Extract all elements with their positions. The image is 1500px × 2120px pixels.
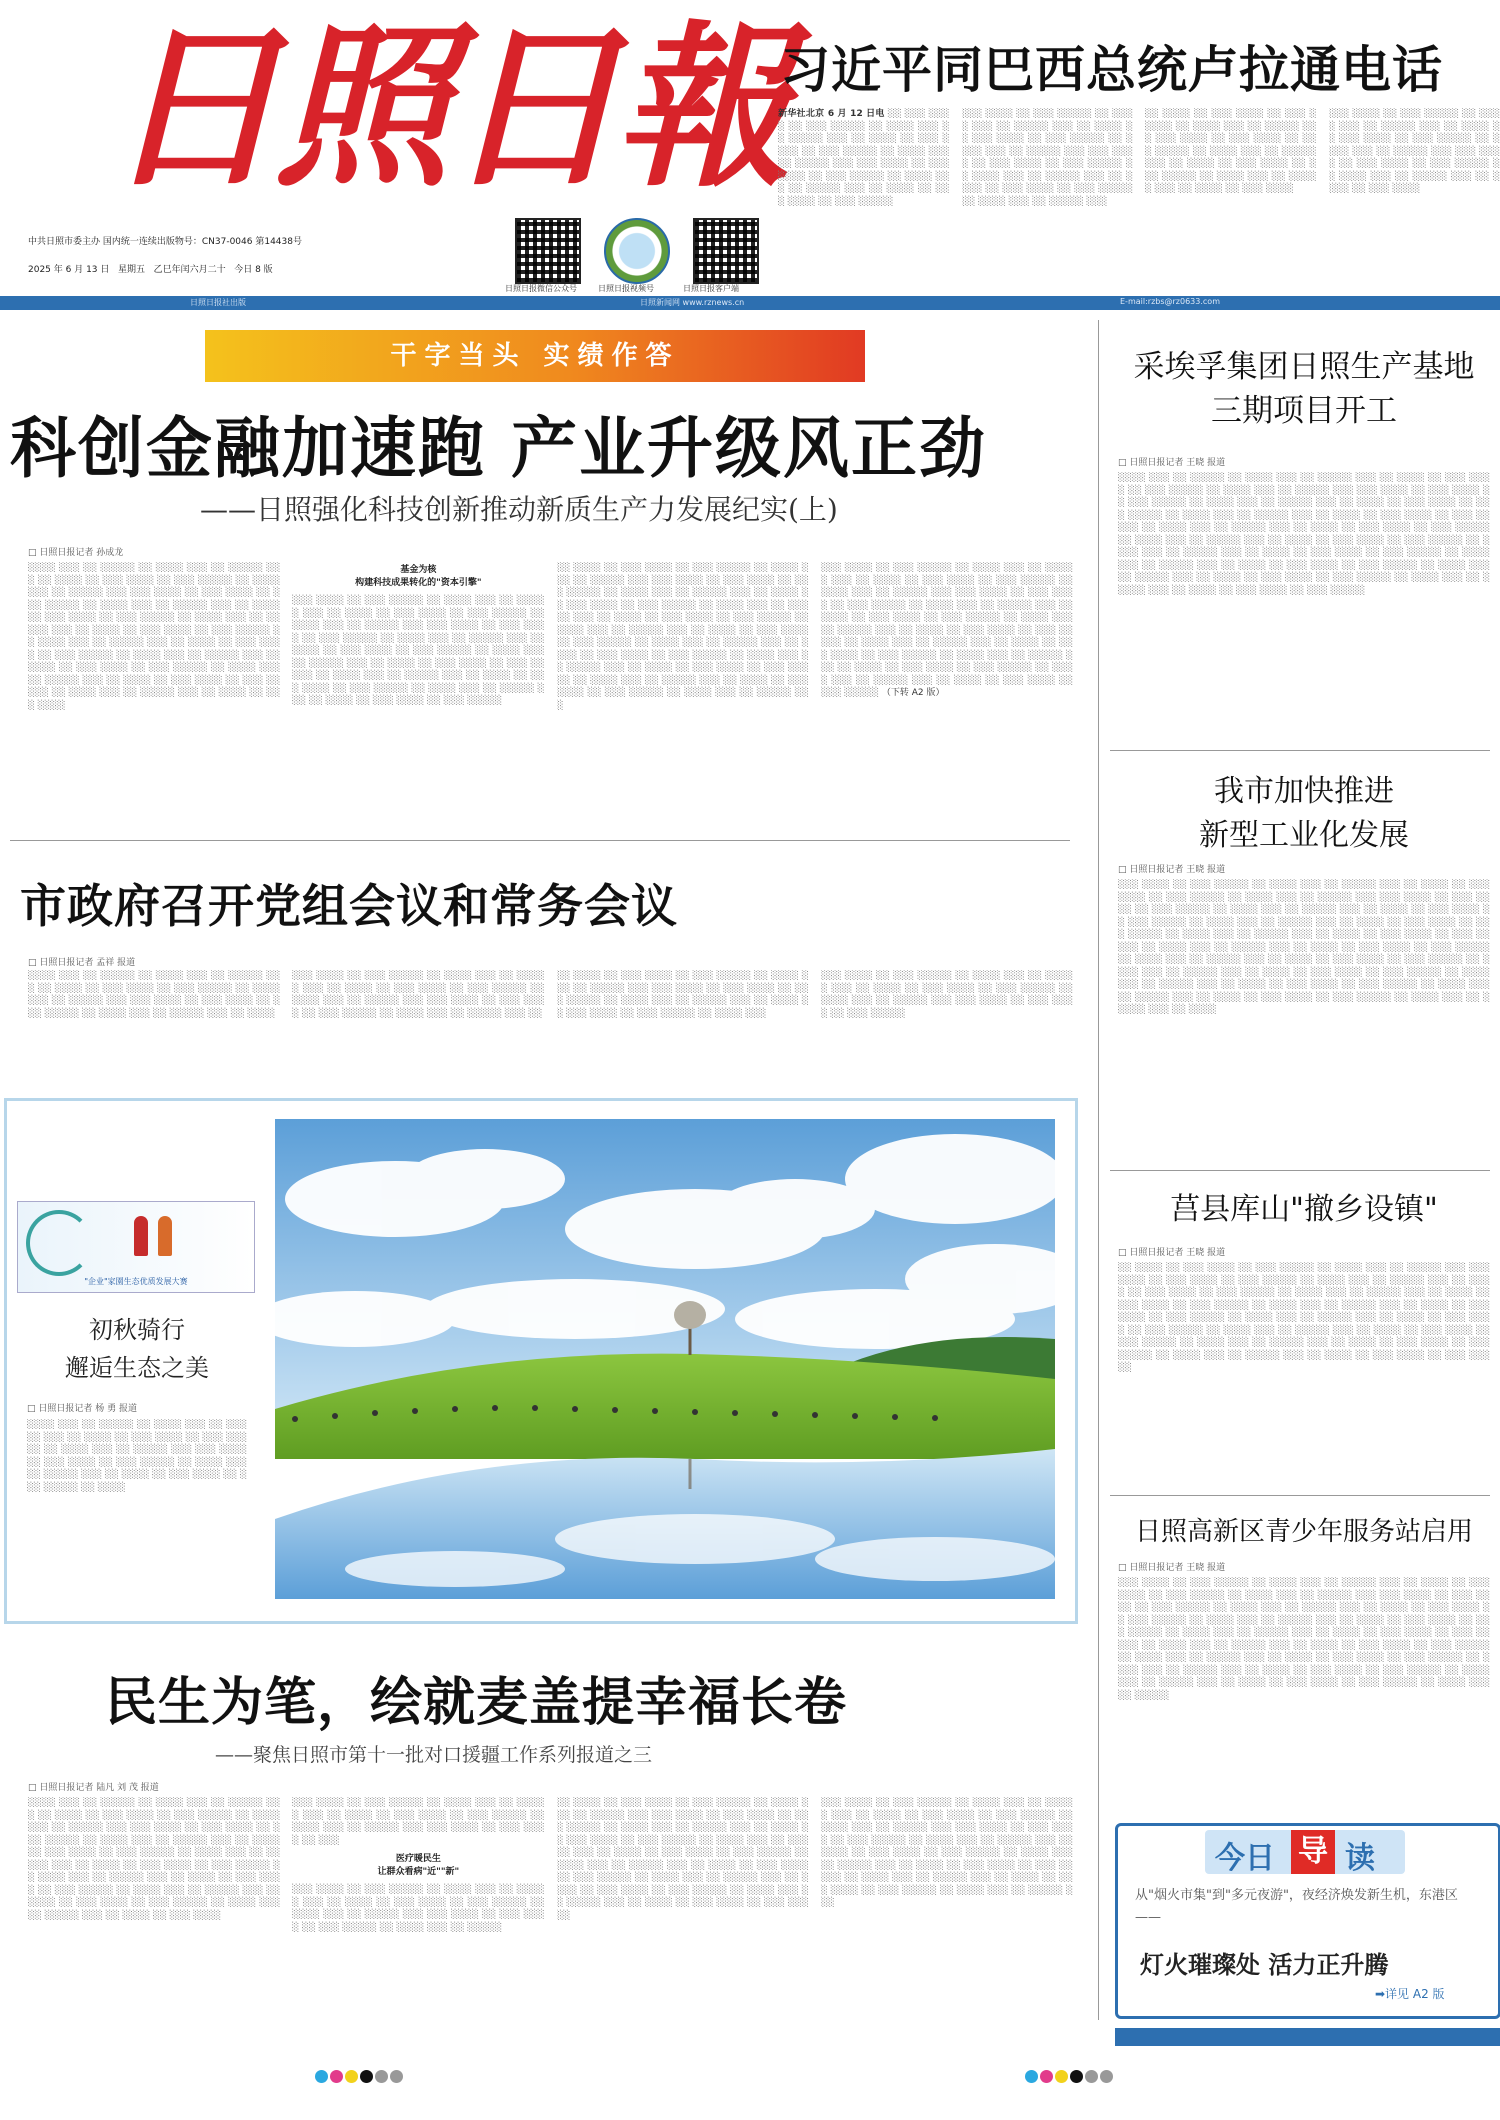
meeting-headline[interactable]: 市政府召开党组会议和常务会议 — [20, 879, 678, 933]
column-divider — [1098, 320, 1099, 2020]
black-dot-icon — [1070, 2070, 1083, 2083]
top-story-headline[interactable]: 习近平同巴西总统卢拉通电话 — [780, 40, 1443, 99]
lead-headline[interactable]: 科创金融加速跑 产业升级风正劲 — [10, 410, 987, 487]
top-story-dateline: 新华社北京 6 月 12 日电 — [778, 109, 885, 119]
photo-caption-body: ░░░░ ░░░ ░░ ░░░░░ ░░ ░░░░ ░░░ ░░ ░░░░░ ░░░ ░░ ░░░░ ░░ ░░░ ░░░░ ░░ ░░░ ░░░░░ ░░ ░░░░ ░░░ ░░ ░░░░░ ░░░ ░░░ ░░░░ ░░ ░░░ ░░░░ ░░ ░░░ ░░░░░ ░░ ░░░░ ░░░ ░░ ░░░░░ ░░░ ░░ ░░░░ ░░ ░░░ ░░░░ ░░ ░░░ ░░░░░ ░░ ░░░░ — [27, 1420, 247, 1493]
issue-lunar: 乙巳年闰六月二十 — [153, 265, 226, 275]
gray-dot-icon — [1100, 2070, 1113, 2083]
cyan-dot-icon — [1025, 2070, 1038, 2083]
livelihood-subheadline: ——聚焦日照市第十一批对口援疆工作系列报道之三 — [215, 1744, 653, 1766]
story1-line-2: 三期项目开工 — [1211, 393, 1397, 429]
gray-dot-icon — [390, 2070, 403, 2083]
badge-logo-icon — [26, 1210, 92, 1276]
badge-figure-icon — [134, 1216, 148, 1256]
section-banner: 干字当头 实绩作答 — [205, 330, 865, 382]
issue-date: 2025 年 6 月 13 日 — [28, 265, 110, 275]
lead-body: ░░░░ ░░░ ░░ ░░░░░ ░░ ░░░░ ░░░ ░░ ░░░░░ ░░░ ░░ ░░░░ ░░ ░░░ ░░░░ ░░ ░░░ ░░░░░ ░░ ░░░░ ░░░ ░░ ░░░░░ ░░░ ░░░ ░░░░ ░░ ░░░ ░░░░ ░░ ░░░ ░░░░░ ░░ ░░░░ ░░░ ░░ ░░░░░ ░░░ ░░ ░░░░ ░░ ░░░ ░░░░ ░░ ░░░ ░░░░░ ░░ ░░░░ ░░░ ░░ ░░░░░ ░░░ ░░ ░░░░ ░░ ░░░ ░░░░ ░░ ░░░ ░░░░░ ░░ ░░░░ ░░░ ░░ ░░░░░ ░░░ ░░ ░░░░ ░░ ░░░ ░░░░ ░░ ░░░ ░░░░░ ░░ ░░░░ ░░░ ░░ ░░░░░ ░░░ ░░ ░░░░ ░░ ░░░ ░░░░ ░░ ░░░ ░░░░░ ░░ ░░░░ ░░░ ░░ ░░░░░ ░░░ ░░ ░░░░ ░░ ░░░ ░░░░ ░░ ░░░ ░░░░░ ░░ ░░░░ ░░░ ░░ ░░░░░ ░░░ ░░ ░░░░ ░░ ░░░ ░░░░ 基金为核 构建科技成果转化的"资本引擎" ░░░ ░░░░ ░░ ░░░ ░░░░░ ░░ ░░░░ ░░░ ░░ ░░░░░ ░░░ ░░ ░░░░ ░░ ░░░ ░░░░ ░░ ░░░ ░░░░░ ░░ ░░░░ ░░░ ░░ ░░░░░ ░░░ ░░░ ░░░░ ░░ ░░░ ░░░░ ░░ ░░░ ░░░░░ ░░ ░░░░ ░░░ ░░ ░░░░░ ░░░ ░░ ░░░░ ░░ ░░░ ░░░░ ░░ ░░░ ░░░░░ ░░ ░░░░ ░░░ ░░ ░░░░░ ░░░ ░░ ░░░░ ░░ ░░░ ░░░░ ░░ ░░░ ░░░░░ ░░ ░░░░ ░░░ ░░ ░░░░░ ░░░ ░░ ░░░░ ░░ ░░░ ░░░░ ░░ ░░░ ░░░░░ ░░ ░░░░ ░░░ ░░ ░░░░░ ░░░ ░░ ░░░░ ░░ ░░░ ░░░░ ░░ ░░░ ░░░░░ ░░ ░░░░ ░░ ░░░ ░░░░ ░░ ░░░ ░░░░░ ░░ ░░░░ ░░░ ░░ ░░░░░ ░░░ ░░░ ░░░░ ░░ ░░░ ░░░░ ░░ ░░░ ░░░░░ ░░ ░░░░ ░░░ ░░ ░░░░░ ░░░ ░░ ░░░░ ░░ ░░░ ░░░░ ░░ ░░░ ░░░░░ ░░ ░░░░ ░░░ ░░ ░░░░░ ░░░ ░░ ░░░░ ░░ ░░░ ░░░░ ░░ ░░░ ░░░░░ ░░ ░░░░ ░░░ ░░ ░░░░░ ░░░ ░░ ░░░░ ░░ ░░░ ░░░░ ░░ ░░░ ░░░░░ ░░ ░░░░ ░░░ ░░ ░░░░░ ░░░ ░░ ░░░░ ░░ ░░░ ░░░░ ░░ ░░░ ░░░░░ ░░ ░░░░ ░░░ ░░ ░░░░░ ░░░ ░░ ░░░░ ░░ ░░░ ░░░░ ░░ ░░░ ░░░░░ ░░ ░░░░ ░░░ ░░ ░░░░░ ░░░ ░░ ░░░░ ░░ ░░░ ░░░░ ░░ ░░░ ░░░░░ ░░ ░░░░ ░░░ ░░ ░░░░░ ░░░ ░░░ ░░░░ ░░ ░░░ ░░░░░ ░░ ░░░░ ░░░ ░░ ░░░░░ ░░░ ░░ ░░░░ ░░ ░░░ ░░░░ ░░ ░░░ ░░░░░ ░░ ░░░░ ░░░ ░░ ░░░░░ ░░░ ░░░ ░░░░ ░░ ░░░ ░░░░ ░░ ░░░ ░░░░░ ░░ ░░░░ ░░░ ░░ ░░░░░ ░░░ ░░ ░░░░ ░░ ░░░ ░░░░ ░░ ░░░ ░░░░░ ░░ ░░░░ ░░░ ░░ ░░░░░ ░░░ ░░ ░░░░ ░░ ░░░ ░░░░ ░░ ░░░ ░░░░░ ░░ ░░░░ ░░░ ░░ ░░░░░ ░░░ ░░ ░░░░ ░░ ░░░ ░░░░ ░░ ░░░ ░░░░░ ░░ ░░░░ ░░░ ░░ ░░░░░ ░░░ ░░ ░░░░ ░░ ░░░ ░░░░ ░░ ░░░ ░░░░░ ░░ ░░░░ ░░░ ░░ ░░░░░ ░░░ ░░ ░░░░ ░░ ░░░ ░░░░ ░░ ░░░ ░░░░░ （下转 A2 版） — [28, 563, 1073, 711]
photo-feature — [4, 1098, 1078, 1624]
lead-inner-subhead: 基金为核 构建科技成果转化的"资本引擎" — [355, 565, 482, 588]
badge-figure-icon — [158, 1216, 172, 1256]
lead-continued: （下转 A2 版） — [881, 688, 945, 698]
sidebar-story1-headline[interactable] — [1108, 345, 1500, 433]
lead-byline: □ 日照日报记者 孙成龙 — [28, 548, 124, 558]
bar-mid-text: 日照新闻网 www.rznews.cn — [640, 298, 745, 307]
magenta-dot-icon — [330, 2070, 343, 2083]
sidebar-story1-body: ░░░░ ░░░ ░░ ░░░░░ ░░ ░░░░ ░░░ ░░ ░░░░░ ░░░ ░░ ░░░░ ░░ ░░░ ░░░░ ░░ ░░░ ░░░░░ ░░ ░░░░ ░░░ ░░ ░░░░░ ░░░ ░░░ ░░░░ ░░ ░░░ ░░░░ ░░ ░░░ ░░░░░ ░░ ░░░░ ░░░ ░░ ░░░░░ ░░░ ░░ ░░░░ ░░ ░░░ ░░░░ ░░ ░░░ ░░░░░ ░░ ░░░░ ░░░ ░░ ░░░░░ ░░░ ░░ ░░░░ ░░ ░░░ ░░░░ ░░ ░░░ ░░░░░ ░░ ░░░░ ░░░ ░░ ░░░░░ ░░░ ░░ ░░░░ ░░ ░░░ ░░░░ ░░ ░░░ ░░░░░ ░░ ░░░░ ░░░ ░░ ░░░░░ ░░░ ░░ ░░░░ ░░ ░░░ ░░░░ ░░ ░░░ ░░░░░ ░░ ░░░░ ░░░ ░░ ░░░░░ ░░░ ░░ ░░░░ ░░ ░░░ ░░░░ ░░ ░░░ ░░░░░ ░░ ░░░░ ░░░ ░░ ░░░░░ ░░░ ░░ ░░░░ ░░ ░░░ ░░░░ ░░ ░░░ ░░░░░ ░░ ░░░░ ░░░ ░░ ░░░░░ ░░░ ░░ ░░░░ ░░ ░░░ ░░░░ ░░ ░░░ ░░░░░ ░░ ░░░░ ░░░ ░░ ░░░░░ ░░░ ░░ ░░░░ ░░ ░░░ ░░░░ ░░ ░░░ ░░░░░ — [1118, 473, 1490, 596]
guide-title-b: 导 — [1291, 1830, 1335, 1874]
meeting-byline: □ 日照日报记者 孟祥 报道 — [28, 958, 136, 968]
qr-caption: 日照日报客户端 — [683, 284, 739, 293]
bar-right-text: E-mail:rzbs@rz0633.com — [1120, 297, 1220, 306]
story2-line-1: 我市加快推进 — [1214, 774, 1394, 809]
guide-title-a: 今日 — [1215, 1841, 1275, 1876]
sidebar-divider — [1110, 1170, 1490, 1171]
registration-dots — [1025, 2068, 1115, 2087]
guide-headline[interactable]: 灯火璀璨处 活力正升腾 — [1140, 1950, 1389, 1979]
campaign-badge — [17, 1201, 255, 1293]
livelihood-headline[interactable]: 民生为笔，绘就麦盖提幸福长卷 — [105, 1673, 848, 1733]
section-divider — [10, 840, 1070, 841]
sidebar-story4-headline[interactable]: 日照高新区青少年服务站启用 — [1134, 1517, 1473, 1547]
landscape-photo[interactable] — [275, 1119, 1055, 1599]
guide-see-link[interactable]: ➡详见 A2 版 — [1375, 1987, 1445, 2001]
sidebar-byline: □ 日照日报记者 王晓 报道 — [1118, 865, 1226, 875]
sidebar-story2-headline[interactable] — [1108, 770, 1500, 858]
sidebar-story3-headline[interactable]: 莒县库山"撤乡设镇" — [1170, 1192, 1438, 1227]
footer-bar — [1115, 2028, 1500, 2046]
issue-pages: 今日 8 版 — [234, 265, 273, 275]
masthead-bar — [0, 296, 1500, 310]
registration-dots — [315, 2068, 405, 2087]
livelihood-byline: □ 日照日报记者 陆凡 刘 茂 报道 — [28, 1783, 159, 1793]
sidebar-divider — [1110, 750, 1490, 751]
landscape-photo-svg — [275, 1119, 1055, 1599]
yellow-dot-icon — [345, 2070, 358, 2083]
sidebar-byline: □ 日照日报记者 王晓 报道 — [1118, 1248, 1226, 1258]
qr-caption: 日照日报视频号 — [598, 284, 654, 293]
today-guide-title — [1205, 1830, 1405, 1874]
masthead-logo: 日照日報 — [105, 4, 786, 211]
black-dot-icon — [360, 2070, 373, 2083]
livelihood-body: ░░░░ ░░░ ░░ ░░░░░ ░░ ░░░░ ░░░ ░░ ░░░░░ ░░░ ░░ ░░░░ ░░ ░░░ ░░░░ ░░ ░░░ ░░░░░ ░░ ░░░░ ░░░ ░░ ░░░░░ ░░░ ░░░ ░░░░ ░░ ░░░ ░░░░ ░░ ░░░ ░░░░░ ░░ ░░░░ ░░░ ░░ ░░░░░ ░░░ ░░ ░░░░ ░░ ░░░ ░░░░ ░░ ░░░ ░░░░░ ░░ ░░░░ ░░░ ░░ ░░░░░ ░░░ ░░ ░░░░ ░░ ░░░ ░░░░ ░░ ░░░ ░░░░░ ░░ ░░░░ ░░░ ░░ ░░░░░ ░░░ ░░ ░░░░ ░░ ░░░ ░░░░ ░░ ░░░ ░░░░░ ░░ ░░░░ ░░░ ░░ ░░░░░ ░░░ ░░ ░░░░ ░░ ░░░ ░░░░ ░░ ░░░ ░░░░░ ░░ ░░░░ ░░░ ░░ ░░░░░ ░░░ ░░ ░░░░ ░░ ░░░ ░░░░ ░░░ ░░░░ ░░ ░░░ ░░░░░ ░░ ░░░░ ░░░ ░░ ░░░░░ ░░░ ░░ ░░░░ ░░ ░░░ ░░░░ ░░ ░░░ ░░░░░ ░░ ░░░░ ░░░ ░░ ░░░░░ ░░░ ░░░ ░░░░ ░░ ░░░ ░░░░ ░░ ░░░ 医疗暖民生 让群众看病"近""新" ░░░ ░░░░ ░░ ░░░ ░░░░░ ░░ ░░░░ ░░░ ░░ ░░░░░ ░░░ ░░ ░░░░ ░░ ░░░ ░░░░ ░░ ░░░ ░░░░░ ░░ ░░░░ ░░░ ░░ ░░░░░ ░░░ ░░░ ░░░░ ░░ ░░░ ░░░░ ░░ ░░░ ░░░░░ ░░ ░░░░ ░░░ ░░ ░░░░░ ░░ ░░░░ ░░ ░░░ ░░░░ ░░ ░░░ ░░░░░ ░░ ░░░░ ░░░ ░░ ░░░░░ ░░░ ░░░ ░░░░ ░░ ░░░ ░░░░ ░░ ░░░ ░░░░░ ░░ ░░░░ ░░░ ░░ ░░░░░ ░░░ ░░ ░░░░ ░░ ░░░ ░░░░ ░░ ░░░ ░░░░░ ░░ ░░░░ ░░░ ░░ ░░░░░ ░░░ ░░ ░░░░ ░░ ░░░ ░░░░ ░░ ░░░ ░░░░░ ░░ ░░░░ ░░░ ░░ ░░░░░ ░░░ ░░ ░░░░ ░░ ░░░ ░░░░ ░░ ░░░ ░░░░░ ░░ ░░░░ ░░░ ░░ ░░░░░ ░░░ ░░ ░░░░ ░░ ░░░ ░░░░ ░░ ░░░ ░░░░░ ░░ ░░░░ ░░░ ░░ ░░░░░ ░░░ ░░ ░░░░ ░░ ░░░ ░░░░ ░░ ░░░ ░░░░░ ░░░ ░░░░ ░░ ░░░ ░░░░░ ░░ ░░░░ ░░░ ░░ ░░░░░ ░░░ ░░ ░░░░ ░░ ░░░ ░░░░ ░░ ░░░ ░░░░░ ░░ ░░░░ ░░░ ░░ ░░░░░ ░░░ ░░░ ░░░░ ░░ ░░░ ░░░░ ░░ ░░░ ░░░░░ ░░ ░░░░ ░░░ ░░ ░░░░░ ░░░ ░░ ░░░░ ░░ ░░░ ░░░░ ░░ ░░░ ░░░░░ ░░ ░░░░ ░░░ ░░ ░░░░░ ░░░ ░░ ░░░░ ░░ ░░░ ░░░░ ░░ ░░░ ░░░░░ ░░ ░░░░ ░░░ ░░ ░░░░░ ░░░ ░░ ░░░░ ░░ ░░░ ░░░░ ░░ ░░░ ░░░░░ ░░ ░░░░ ░░░ ░░ ░░░░░ ░░░ — [28, 1798, 1073, 1933]
livelihood-inner-subhead: 医疗暖民生 让群众看病"近""新" — [377, 1854, 460, 1877]
qr-code-icon[interactable] — [693, 218, 759, 284]
photo-byline: □ 日照日报记者 杨 勇 报道 — [27, 1404, 137, 1414]
guide-title-c: 读 — [1345, 1841, 1375, 1876]
badge-text: "企业"家園生态优质发展大赛 — [84, 1277, 188, 1286]
gray-dot-icon — [375, 2070, 388, 2083]
sidebar-divider — [1110, 1495, 1490, 1496]
story1-line-1: 采埃孚集团日照生产基地 — [1133, 349, 1475, 385]
magenta-dot-icon — [1040, 2070, 1053, 2083]
cyan-dot-icon — [315, 2070, 328, 2083]
yellow-dot-icon — [1055, 2070, 1068, 2083]
meeting-body: ░░░░ ░░░ ░░ ░░░░░ ░░ ░░░░ ░░░ ░░ ░░░░░ ░░░ ░░ ░░░░ ░░ ░░░ ░░░░ ░░ ░░░ ░░░░░ ░░ ░░░░ ░░░ ░░ ░░░░░ ░░░ ░░░ ░░░░ ░░ ░░░ ░░░░ ░░ ░░░ ░░░░░ ░░ ░░░░ ░░░ ░░ ░░░░░ ░░░ ░░ ░░░░ ░░░ ░░░░ ░░ ░░░ ░░░░░ ░░ ░░░░ ░░░ ░░ ░░░░░ ░░░ ░░ ░░░░ ░░ ░░░ ░░░░ ░░ ░░░ ░░░░░ ░░ ░░░░ ░░░ ░░ ░░░░░ ░░░ ░░░ ░░░░ ░░ ░░░ ░░░░ ░░ ░░░ ░░░░░ ░░ ░░░░ ░░░ ░░ ░░░░░ ░░░ ░░ ░░ ░░░░ ░░ ░░░ ░░░░ ░░ ░░░ ░░░░░ ░░ ░░░░ ░░░ ░░ ░░░░░ ░░░ ░░░ ░░░░ ░░ ░░░ ░░░░ ░░ ░░░ ░░░░░ ░░ ░░░░ ░░░ ░░ ░░░░░ ░░░ ░░ ░░░░ ░░ ░░░ ░░░░ ░░ ░░░ ░░░░░ ░░ ░░░░ ░░░ ░░░ ░░░░ ░░ ░░░ ░░░░░ ░░ ░░░░ ░░░ ░░ ░░░░░ ░░░ ░░ ░░░░ ░░ ░░░ ░░░░ ░░ ░░░ ░░░░░ ░░ ░░░░ ░░░ ░░ ░░░░░ ░░░ ░░░ ░░░░ ░░ ░░░ ░░░░ ░░ ░░░ ░░░░░ — [28, 971, 1073, 1019]
caption-line-1: 初秋骑行 — [89, 1316, 185, 1344]
sidebar-story4-body: ░░░ ░░░░ ░░ ░░░ ░░░░░ ░░ ░░░░ ░░░ ░░ ░░░░░ ░░░ ░░ ░░░░ ░░ ░░░ ░░░░ ░░ ░░░ ░░░░░ ░░ ░░░░ ░░░ ░░ ░░░░░ ░░░ ░░░ ░░░░ ░░ ░░░ ░░░░ ░░ ░░░ ░░░░░ ░░ ░░░░ ░░░ ░░ ░░░░░ ░░░ ░░ ░░░░ ░░ ░░░ ░░░░ ░░ ░░░ ░░░░░ ░░ ░░░░ ░░░ ░░ ░░░░░ ░░░ ░░ ░░░░ ░░ ░░░ ░░░░ ░░ ░░░ ░░░░░ ░░ ░░░░ ░░░ ░░ ░░░░░ ░░░ ░░ ░░░░ ░░ ░░░ ░░░░ ░░ ░░░ ░░░░░ ░░ ░░░░ ░░░ ░░ ░░░░░ ░░░ ░░ ░░░░ ░░ ░░░ ░░░░ ░░ ░░░ ░░░░░ ░░ ░░░░ ░░░ ░░ ░░░░░ ░░░ ░░ ░░░░ ░░ ░░░ ░░░░ ░░ ░░░ ░░░░░ ░░ ░░░░ ░░░ ░░ ░░░░░ ░░░ ░░ ░░░░ ░░ ░░░ ░░░░ ░░ ░░░ ░░░░░ ░░ ░░░░ ░░░ ░░ ░░░░░ ░░░ ░░ ░░░░ ░░ ░░░ ░░░░ ░░ ░░░ ░░░░░ ░░ ░░░░ ░░░ ░░ ░░░░░ — [1118, 1578, 1490, 1701]
sidebar-byline: □ 日照日报记者 王晓 报道 — [1118, 458, 1226, 468]
lead-subheadline: ——日照强化科技创新推动新质生产力发展纪实(上) — [200, 493, 838, 526]
publisher-line: 中共日照市委主办 国内统一连续出版物号：CN37-0046 第14438号 — [28, 237, 302, 247]
gray-dot-icon — [1085, 2070, 1098, 2083]
qr-code-icon[interactable] — [515, 218, 581, 284]
emblem-icon — [604, 218, 670, 284]
caption-line-2: 邂逅生态之美 — [65, 1354, 209, 1382]
photo-caption-title — [17, 1311, 257, 1387]
sidebar-story3-body: ░░ ░░░░ ░░ ░░░ ░░░░ ░░ ░░░ ░░░░░ ░░ ░░░░ ░░░ ░░ ░░░░░ ░░░ ░░░ ░░░░ ░░ ░░░ ░░░░ ░░ ░░░ ░░░░░ ░░ ░░░░ ░░░ ░░ ░░░░░ ░░░ ░░ ░░░░ ░░ ░░░ ░░░░ ░░ ░░░ ░░░░░ ░░ ░░░░ ░░░ ░░ ░░░░░ ░░░ ░░ ░░░░ ░░ ░░░ ░░░░ ░░ ░░░ ░░░░░ ░░ ░░░░ ░░░ ░░ ░░░░░ ░░░ ░░ ░░░░ ░░ ░░░ ░░░░ ░░ ░░░ ░░░░░ ░░ ░░░░ ░░░ ░░ ░░░░░ ░░░ ░░ ░░░░ ░░ ░░░ ░░░░ ░░ ░░░ ░░░░░ ░░ ░░░░ ░░░ ░░ ░░░░░ ░░░ ░░ ░░░░ ░░ ░░░ ░░░░ ░░ ░░░ ░░░░░ ░░ ░░░░ ░░░ ░░ ░░░░░ ░░░ ░░ ░░░░ ░░ ░░░ ░░░░ ░░ ░░░ ░░░░░ ░░ ░░░░ ░░░ ░░ ░░░░░ ░░░ ░░ ░░░░ ░░ ░░░ ░░░░ ░░ ░░░ ░░░░░ — [1118, 1263, 1490, 1373]
qr-caption: 日照日报微信公众号 — [505, 284, 577, 293]
story2-line-2: 新型工业化发展 — [1199, 818, 1409, 853]
bar-left-text: 日照日报社出版 — [190, 298, 246, 307]
guide-intro: 从"烟火市集"到"多元夜游"，夜经济焕发新生机，东港区—— — [1135, 1888, 1458, 1925]
sidebar-byline: □ 日照日报记者 王晓 报道 — [1118, 1563, 1226, 1573]
issue-weekday: 星期五 — [117, 265, 145, 275]
sidebar-story2-body: ░░░ ░░░░ ░░ ░░░ ░░░░░ ░░ ░░░░ ░░░ ░░ ░░░░░ ░░░ ░░ ░░░░ ░░ ░░░ ░░░░ ░░ ░░░ ░░░░░ ░░ ░░░░ ░░░ ░░ ░░░░░ ░░░ ░░░ ░░░░ ░░ ░░░ ░░░░ ░░ ░░░ ░░░░░ ░░ ░░░░ ░░░ ░░ ░░░░░ ░░░ ░░ ░░░░ ░░ ░░░ ░░░░ ░░ ░░░ ░░░░░ ░░ ░░░░ ░░░ ░░ ░░░░░ ░░░ ░░ ░░░░ ░░ ░░░ ░░░░ ░░ ░░░ ░░░░░ ░░ ░░░░ ░░░ ░░ ░░░░░ ░░░ ░░ ░░░░ ░░ ░░░ ░░░░ ░░ ░░░ ░░░░░ ░░ ░░░░ ░░░ ░░ ░░░░░ ░░░ ░░ ░░░░ ░░ ░░░ ░░░░ ░░ ░░░ ░░░░░ ░░ ░░░░ ░░░ ░░ ░░░░░ ░░░ ░░ ░░░░ ░░ ░░░ ░░░░ ░░ ░░░ ░░░░░ ░░ ░░░░ ░░░ ░░ ░░░░░ ░░░ ░░ ░░░░ ░░ ░░░ ░░░░ ░░ ░░░ ░░░░░ ░░ ░░░░ ░░░ ░░ ░░░░░ ░░░ ░░ ░░░░ ░░ ░░░ ░░░░ ░░ ░░░ ░░░░░ ░░ ░░░░ ░░░ ░░ ░░░░░ ░░░ ░░ ░░░░ ░░ ░░░ ░░░░ ░░ ░░░ ░░░░░ ░░ ░░░░ ░░░ ░░ ░░░░░ ░░░ ░░ ░░░░ — [1118, 880, 1490, 1015]
top-story-body: 新华社北京 6 月 12 日电 ░░ ░░░ ░░░░ ░░ ░░░ ░░░░░ ░░ ░░░░ ░░░ ░░ ░░░░░ ░░░ ░░ ░░░░ ░░ ░░░ ░░░░ ░░ ░░░ ░░░░░ ░░ ░░░░ ░░░ ░░ ░░░░░ ░░░ ░░░ ░░░░ ░░ ░░░ ░░░░ ░░ ░░░ ░░░░░ ░░ ░░░░ ░░░ ░░ ░░░░░ ░░░ ░░ ░░░░ ░░ ░░░ ░░░░ ░░ ░░░ ░░░░░ ░░░ ░░░░ ░░ ░░░ ░░░░░ ░░ ░░░░ ░░░ ░░ ░░░░░ ░░░ ░░ ░░░░ ░░ ░░░ ░░░░ ░░ ░░░ ░░░░░ ░░ ░░░░ ░░░ ░░ ░░░░░ ░░░ ░░░ ░░░░ ░░ ░░░ ░░░░ ░░ ░░░ ░░░░░ ░░ ░░░░ ░░░ ░░ ░░░░░ ░░░ ░░ ░░░░ ░░ ░░░ ░░░░ ░░ ░░░ ░░░░░ ░░ ░░░░ ░░░ ░░ ░░░░░ ░░░ ░░ ░░░░ ░░ ░░░ ░░░░ ░░ ░░░ ░░░░░ ░░ ░░░░ ░░░ ░░ ░░░░░ ░░░ ░░░ ░░░░ ░░ ░░░ ░░░░ ░░ ░░░ ░░░░░ ░░ ░░░░ ░░░ ░░ ░░░░░ ░░░ ░░ ░░░░ ░░ ░░░ ░░░░ ░░ ░░░ ░░░░░ ░░ ░░░░ ░░░ ░░ ░░░░░ ░░░ ░░ ░░░░ ░░ ░░░ ░░░░ ░░░ ░░░░ ░░ ░░░ ░░░░░ ░░ ░░░░ ░░░ ░░ ░░░░░ ░░░ ░░ ░░░░ ░░ ░░░ ░░░░ ░░ ░░░ ░░░░░ ░░ ░░░░ ░░░ ░░ ░░░░░ ░░░ ░░░ ░░░░ ░░ ░░░ ░░░░ ░░ ░░░ ░░░░░ ░░ ░░░░ ░░░ ░░ ░░░░░ ░░░ ░░ ░░░░ ░░ ░░░ ░░░░ — [778, 109, 1500, 207]
issue-date-line — [28, 262, 273, 275]
